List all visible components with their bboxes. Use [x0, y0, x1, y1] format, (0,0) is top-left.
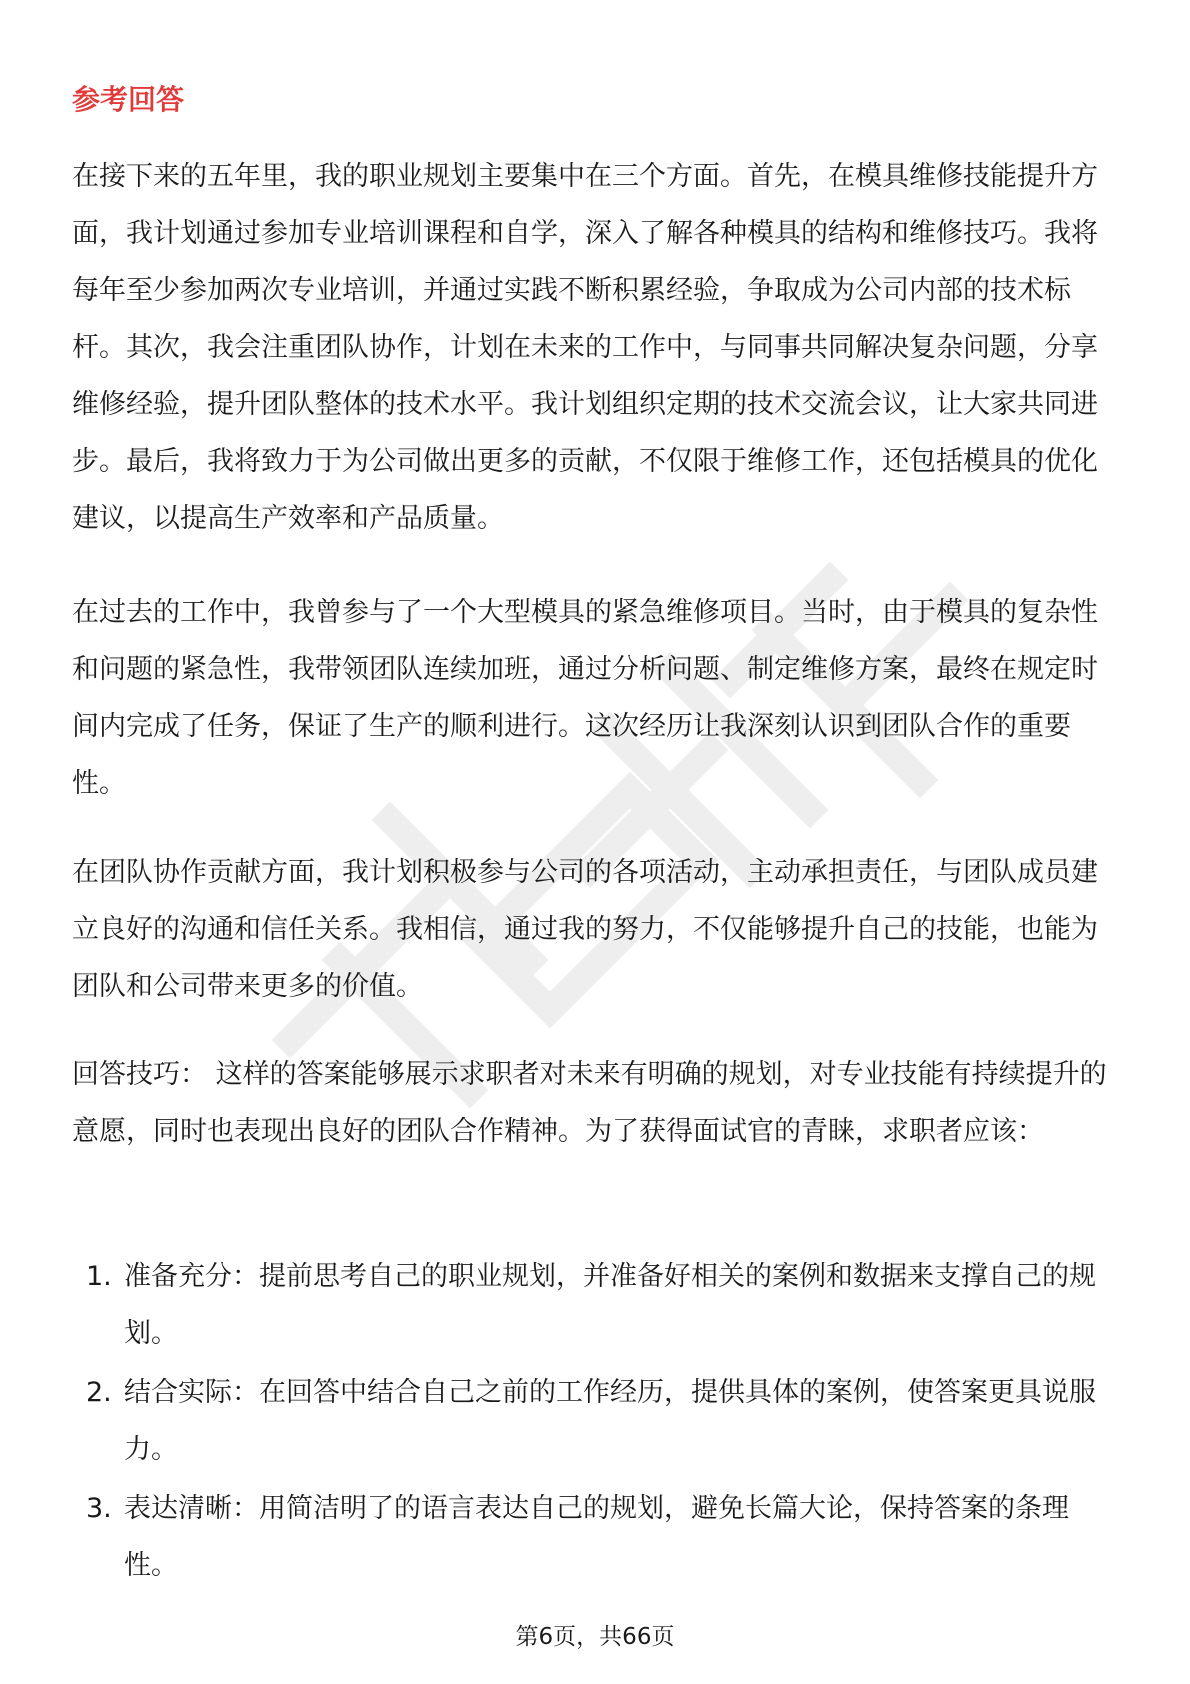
- list-item: [72, 1248, 1122, 1362]
- tips-list: [72, 1248, 1122, 1596]
- list-item-number: 2.: [86, 1377, 112, 1408]
- list-item-text: 表达清晰：用简洁明了的语言表达自己的规划，避免长篇大论，保持答案的条理性。: [124, 1493, 1069, 1581]
- list-item: [72, 1480, 1122, 1594]
- list-item-text: 准备充分：提前思考自己的职业规划，并准备好相关的案例和数据来支撑自己的规划。: [124, 1261, 1096, 1349]
- answer-paragraph-3: 在团队协作贡献方面，我计划积极参与公司的各项活动，主动承担责任，与团队成员建立良好的沟通和信任关系。我相信，通过我的努力，不仅能够提升自己的技能，也能为团队和公司带来更多的价值。: [72, 857, 1098, 1002]
- list-item: [72, 1364, 1122, 1478]
- answer-paragraph-2: 在过去的工作中，我曾参与了一个大型模具的紧急维修项目。当时，由于模具的复杂性和问题的紧急性，我带领团队连续加班，通过分析问题、制定维修方案，最终在规定时间内完成了任务，保证了生产的顺利进行。这次经历让我深刻认识到团队合作的重要性。: [72, 597, 1098, 799]
- list-item-number: 1.: [86, 1261, 112, 1292]
- section-title: 参考回答: [72, 83, 185, 116]
- answer-paragraph-1: 在接下来的五年里，我的职业规划主要集中在三个方面。首先，在模具维修技能提升方面，我计划通过参加专业培训课程和自学，深入了解各种模具的结构和维修技巧。我将每年至少参加两次专业培训，并通过实践不断积累经验，争取成为公司内部的技术标杆。其次，我会注重团队协作，计划在未来的工作中，与同事共同解决复杂问题，分享维修经验，提升团队整体的技术水平。我计划组织定期的技术交流会议，让大家共同进步。最后，我将致力于为公司做出更多的贡献，不仅限于维修工作，还包括模具的优化建议，以提高生产效率和产品质量。: [72, 161, 1098, 534]
- tips-intro-paragraph: 回答技巧： 这样的答案能够展示求职者对未来有明确的规划，对专业技能有持续提升的意愿，同时也表现出良好的团队合作精神。为了获得面试官的青睐，求职者应该：: [72, 1059, 1107, 1147]
- list-item-text: 结合实际：在回答中结合自己之前的工作经历，提供具体的案例，使答案更具说服力。: [124, 1377, 1096, 1465]
- page-number: 第6页，共66页: [515, 1624, 675, 1650]
- list-item-number: 3.: [86, 1493, 112, 1524]
